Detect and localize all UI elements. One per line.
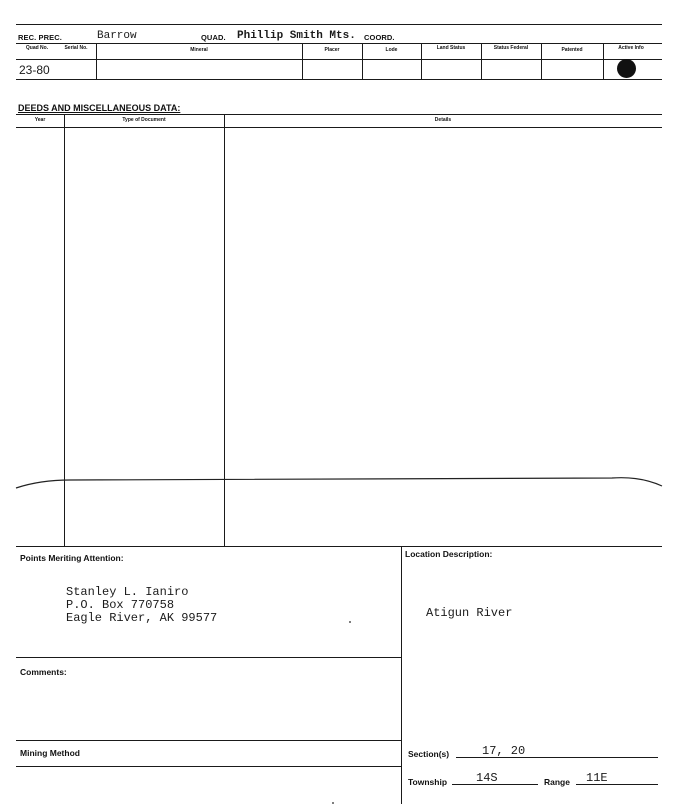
col-quad-no: Quad No. (25, 45, 49, 51)
claim-table-bottom (16, 79, 662, 80)
location-label: Location Description: (405, 549, 493, 559)
mining-top-rule (16, 740, 401, 741)
quad-label: QUAD. (201, 33, 226, 42)
coord-label: COORD. (364, 33, 395, 42)
rec-prec-value: Barrow (97, 30, 137, 42)
deeds-col-type: Type of Document (122, 117, 166, 123)
claim-col-divider (603, 43, 604, 79)
col-placer: Placer (324, 47, 340, 53)
section-underline (456, 757, 658, 758)
township-value: 14S (476, 771, 498, 785)
township-label: Township (408, 777, 448, 787)
claim-table-top (16, 43, 662, 44)
mining-method-label: Mining Method (20, 748, 80, 758)
col-status-federal: Status Federal (493, 45, 529, 51)
range-label: Range (544, 777, 570, 787)
speck (349, 621, 351, 623)
col-lode: Lode (385, 47, 398, 53)
points-line-3: Eagle River, AK 99577 (66, 611, 218, 625)
col-active-info: Active Info (618, 45, 644, 51)
top-rule (16, 24, 662, 25)
range-underline (576, 784, 658, 785)
quad-no-value: 23-80 (19, 63, 50, 77)
deeds-title: DEEDS AND MISCELLANEOUS DATA: (18, 103, 181, 113)
comments-top-rule (16, 657, 401, 658)
col-land-status: Land Status (436, 45, 466, 51)
claim-col-divider (421, 43, 422, 79)
points-line-1: Stanley L. Ianiro (66, 585, 189, 599)
range-value: 11E (586, 771, 608, 785)
deeds-col-details: Details (434, 117, 452, 123)
fold-line (0, 466, 678, 496)
deeds-header-rule (16, 127, 662, 128)
deeds-col-year: Year (34, 117, 46, 123)
col-serial-no: Serial No. (64, 45, 88, 51)
points-line-2: P.O. Box 770758 (66, 598, 175, 612)
points-label: Points Meriting Attention: (20, 553, 124, 563)
township-underline (452, 784, 538, 785)
comments-label: Comments: (20, 667, 67, 677)
section-value: 17, 20 (482, 744, 526, 758)
speck (332, 802, 334, 804)
col-mineral: Mineral (190, 47, 208, 53)
deeds-top-rule (16, 114, 662, 115)
rec-prec-label: REC. PREC. (18, 33, 62, 42)
claim-col-divider (481, 43, 482, 79)
quad-value: Phillip Smith Mts. (237, 30, 356, 42)
bottom-section-top (16, 546, 662, 547)
mining-bottom-rule (16, 766, 401, 767)
location-value: Atigun River (426, 606, 513, 620)
active-marker-dot (617, 59, 636, 78)
bottom-center-divider (401, 546, 402, 804)
section-label: Section(s) (408, 749, 450, 759)
col-patented: Patented (561, 47, 583, 53)
claim-table-header-bottom (16, 59, 662, 60)
